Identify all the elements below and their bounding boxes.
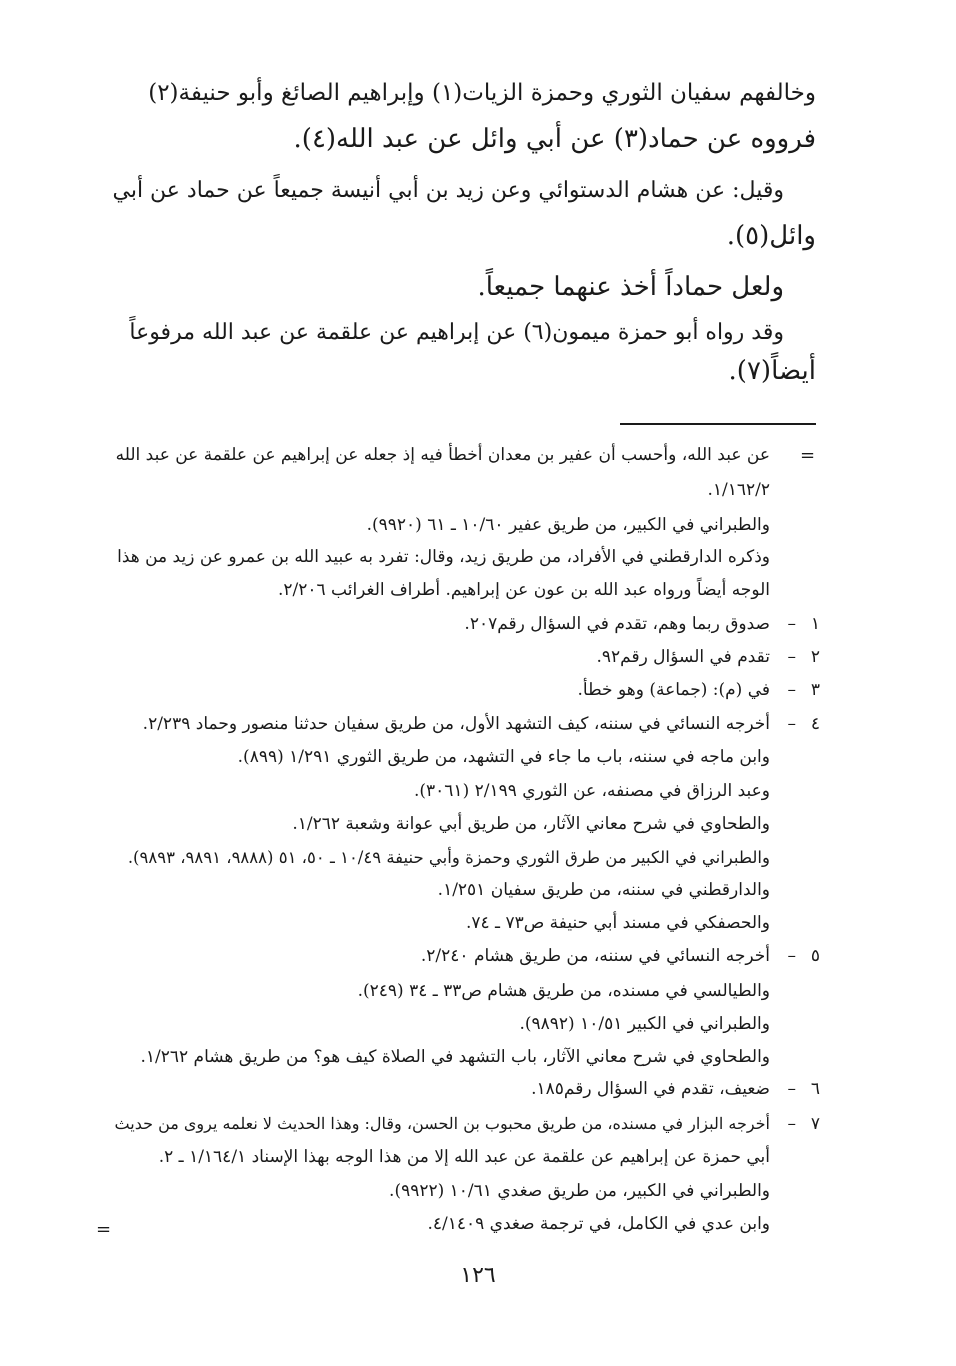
main-line-6: وقد رواه أبو حمزة ميمون(٦) عن إبراهيم عن علقمة عن عبد الله مرفوعاً xyxy=(129,320,784,345)
main-line-5: ولعل حماداً أخذ عنهما جميعاً. xyxy=(477,272,784,302)
footnote-line: والطبراني في الكبير من طرق الثوري وحمزة وأبي حنيفة ١٠/٤٩ ـ ٥٠، ٥١ (٩٨٨٨، ٩٨٩١، ٩٨٩٣). xyxy=(127,848,770,867)
page-number: ١٢٦ xyxy=(460,1263,496,1288)
footnote-number: ٤ xyxy=(810,714,820,734)
footnote-dash: – xyxy=(787,680,796,700)
continuation-mark-top: = xyxy=(800,445,816,466)
footnote-dash: – xyxy=(787,1114,796,1134)
footnote-line: والطحاوي في شرح معاني الآثار، باب التشهد في الصلاة كيف هو؟ من طريق هشام ١/٢٦٢. xyxy=(140,1047,770,1067)
footnote-line: أخرجه النسائي في سننه، كيف التشهد الأول، من طريق سفيان حدثنا منصور وحماد ٢/٢٣٩. xyxy=(142,714,770,734)
footnote-number: ٢ xyxy=(810,647,820,667)
main-line-7: أيضاً(٧). xyxy=(728,356,816,386)
main-line-4: وائل(٥). xyxy=(726,221,816,251)
footnote-number: ٦ xyxy=(810,1079,820,1099)
footnote-number: ٧ xyxy=(810,1114,820,1134)
footnote-line: ١/١٦٢/٢. xyxy=(707,480,770,500)
footnote-line: والطبراني في الكبير، من طريق صغدي ١٠/٦١ (٩٩٢٢). xyxy=(389,1181,770,1201)
footnote-number: ٣ xyxy=(810,680,820,700)
footnote-line: وعبد الرزاق في مصنفه، عن الثوري ٢/١٩٩ (٣٠٦١). xyxy=(413,781,770,801)
footnote-line: أخرجه البزار في مسنده، من طريق محبوب بن الحسن، وقال: وهذا الحديث لا نعلمه يروى من حديث xyxy=(114,1114,770,1133)
footnote-line: والطبراني في الكبير ١٠/٥١ (٩٨٩٢). xyxy=(519,1014,770,1034)
footnote-line: وابن عدي في الكامل، في ترجمة صغدي ٤/١٤٠٩. xyxy=(427,1214,770,1234)
footnote-line: تقدم في السؤال رقم٩٢. xyxy=(596,647,770,667)
footnote-dash: – xyxy=(787,1079,796,1099)
footnote-dash: – xyxy=(787,946,796,966)
footnote-dash: – xyxy=(787,714,796,734)
footnote-separator xyxy=(620,423,816,425)
footnote-line: والطبراني في الكبير، من طريق عفير ١٠/٦٠ ـ ٦١ (٩٩٢٠). xyxy=(366,515,770,535)
main-line-2: فرووه عن حماد(٣) عن أبي وائل عن عبد الله(٤). xyxy=(293,124,816,154)
main-line-1: وخالفهم سفيان الثوري وحمزة الزيات(١) وإبراهيم الصائغ وأبو حنيفة(٢) xyxy=(148,80,816,106)
footnote-line: وابن ماجه في سننه، باب ما جاء في التشهد، من طريق الثوري ١/٢٩١ (٨٩٩). xyxy=(237,747,770,767)
footnote-line: ضعيف، تقدم في السؤال رقم١٨٥. xyxy=(531,1079,770,1099)
footnote-line: الوجه أيضاً ورواه عبد الله بن عون عن إبراهيم. أطراف الغرائب ٢/٢٠٦. xyxy=(277,580,770,600)
footnote-line: وذكره الدارقطني في الأفراد، من طريق زيد، وقال: تفرد به عبيد الله بن عمرو عن زيد من هذا xyxy=(117,547,770,567)
footnote-line: أبي حمزة عن إبراهيم عن علقمة عن عبد الله إلا من هذا الوجه بهذا الإسناد ١/١٦٤/١ ـ ٢. xyxy=(158,1147,770,1167)
footnote-dash: – xyxy=(787,647,796,667)
footnote-number: ١ xyxy=(810,614,820,634)
continuation-mark-bottom: = xyxy=(96,1219,112,1240)
footnote-line: أخرجه النسائي في سننه، من طريق هشام ٢/٢٤٠. xyxy=(420,946,770,966)
footnote-line: والطيالسي في مسنده، من طريق هشام ص٣٣ ـ ٣٤ (٢٤٩). xyxy=(357,981,770,1001)
footnote-line: صدوق ربما وهم، تقدم في السؤال رقم٢٠٧. xyxy=(464,614,770,634)
footnote-line: والحصفكي في مسند أبي حنيفة ص٧٣ ـ ٧٤. xyxy=(465,913,770,933)
footnote-line: في (م): (جماعة) وهو خطأ. xyxy=(577,680,770,700)
footnote-line: عن عبد الله، وأحسب أن عفير بن معدان أخطأ فيه إذ جعله عن إبراهيم عن علقمة عن عبد الله xyxy=(115,445,770,465)
footnote-line: والطحاوي في شرح معاني الآثار، من طريق أبي عوانة وشعبة ١/٢٦٢. xyxy=(292,814,770,834)
footnote-dash: – xyxy=(787,614,796,634)
footnote-line: والدارقطني في سننه، من طريق سفيان ١/٢٥١. xyxy=(437,880,770,900)
main-line-3: وقيل: عن هشام الدستوائي وعن زيد بن أبي أنيسة جميعاً عن حماد عن أبي xyxy=(112,178,784,203)
footnote-number: ٥ xyxy=(810,946,820,966)
